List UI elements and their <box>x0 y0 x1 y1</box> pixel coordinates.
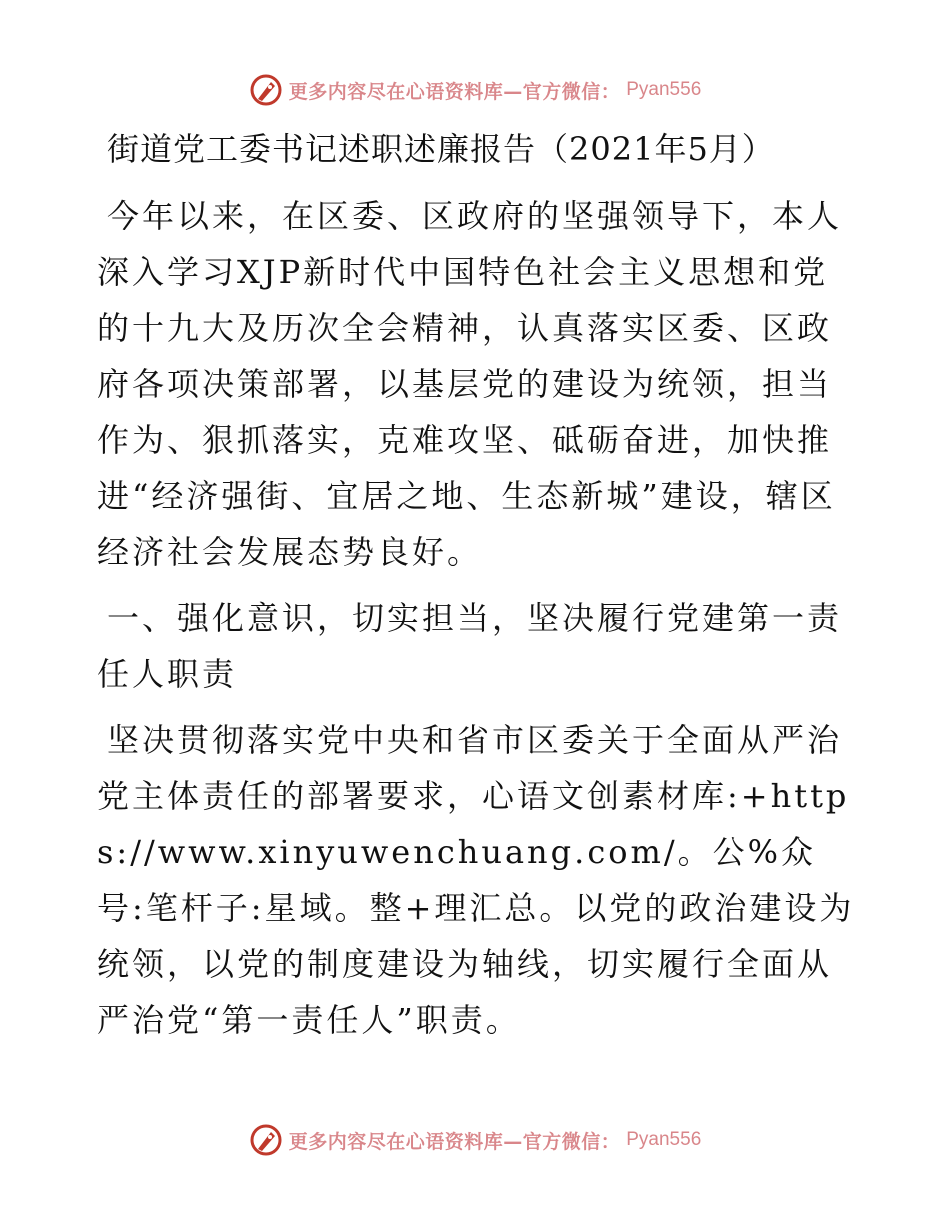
paragraph-intro: 今年以来，在区委、区政府的坚强领导下，本人深入学习XJP新时代中国特色社会主义思想和党的十九大及历次全会精神，认真落实区委、区政府各项决策部署，以基层党的建设为统领，担当作为、狠抓落实，克难攻坚、砥砺奋进，加快推进“经济强街、宜居之地、生态新城”建设，辖区经济社会发展态势良好。 <box>97 197 843 571</box>
footer-watermark-banner <box>0 1120 950 1160</box>
banner-wechat-handle: Pyan556 <box>626 79 702 100</box>
paragraph-section-1: 坚决贯彻落实党中央和省市区委关于全面从严治党主体责任的部署要求，心语文创素材库:+https://www.xinyuwenchuang.com/。公%众号:笔杆子:星域。整+理汇总。以党的政治建设为统领，以党的制度建设为轴线，切实履行全面从严治党“第一责任人”职责。 <box>97 721 855 1039</box>
banner-text: 更多内容尽在心语资料库—官方微信： <box>288 80 621 103</box>
section-heading-1: 一、强化意识，切实担当，坚决履行党建第一责任人职责 <box>97 599 843 693</box>
pen-nib-logo-icon <box>249 1123 283 1157</box>
header-watermark-banner <box>0 70 950 110</box>
banner-text: 更多内容尽在心语资料库—官方微信： <box>288 1130 621 1153</box>
banner-wechat-handle: Pyan556 <box>626 1129 702 1150</box>
pen-nib-logo-icon <box>249 73 283 107</box>
document-body <box>97 124 857 1058</box>
document-title: 街道党工委书记述职述廉报告（2021年5月） <box>107 130 775 168</box>
